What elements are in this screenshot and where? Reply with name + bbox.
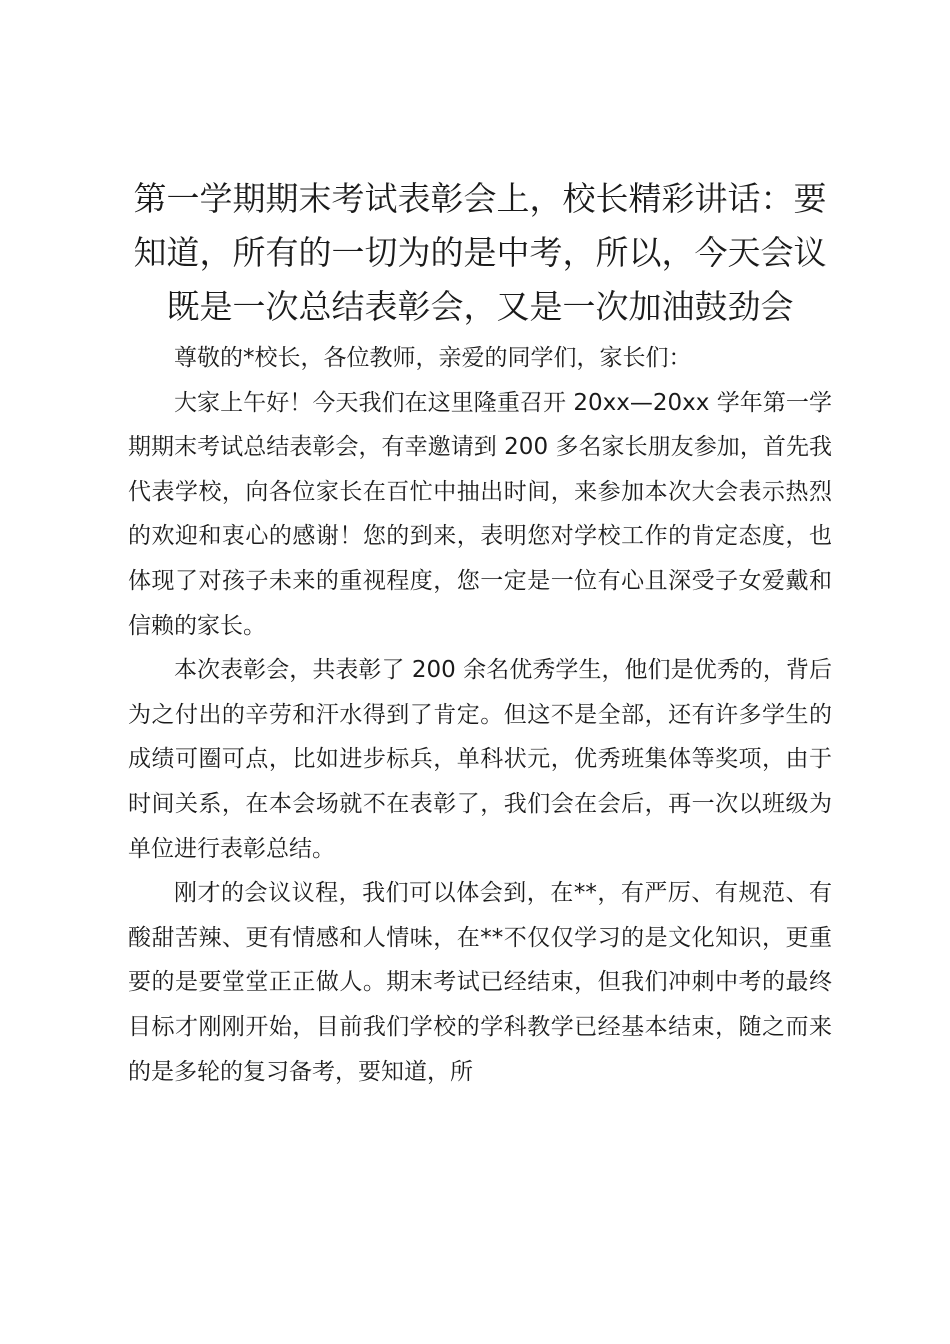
paragraph-agenda: 刚才的会议议程，我们可以体会到，在**，有严厉、有规范、有酸甜苦辣、更有情感和人情味，在**不仅仅学习的是文化知识，更重要的是要堂堂正正做人。期末考试已经结束，但我们冲刺中考的最终目标才刚刚开始，目前我们学校的学科教学已经基本结束，随之而来的是多轮的复习备考，要知道，所: [128, 880, 832, 1085]
paragraph-awards: 本次表彰会，共表彰了 200 余名优秀学生，他们是优秀的，背后为之付出的辛劳和汗水得到了肯定。但这不是全部，还有许多学生的成绩可圈可点，比如进步标兵，单科状元，优秀班集体等奖项，由于时间关系，在本会场就不在表彰了，我们会在会后，再一次以班级为单位进行表彰总结。: [128, 657, 832, 862]
document-page: [128, 172, 832, 1094]
paragraph-greeting: 尊敬的*校长，各位教师，亲爱的同学们，家长们：: [174, 345, 692, 371]
document-title: 第一学期期末考试表彰会上，校长精彩讲话：要知道，所有的一切为的是中考，所以，今天会议既是一次总结表彰会，又是一次加油鼓劲会: [133, 179, 827, 326]
paragraph-opening: 大家上午好！今天我们在这里隆重召开 20xx—20xx 学年第一学期期末考试总结表彰会，有幸邀请到 200 多名家长朋友参加，首先我代表学校，向各位家长在百忙中抽出时间，来参加本次大会表示热烈的欢迎和衷心的感谢！您的到来，表明您对学校工作的肯定态度，也体现了对孩子未来的重视程度，您一定是一位有心且深受子女爱戴和信赖的家长。: [128, 389, 832, 639]
